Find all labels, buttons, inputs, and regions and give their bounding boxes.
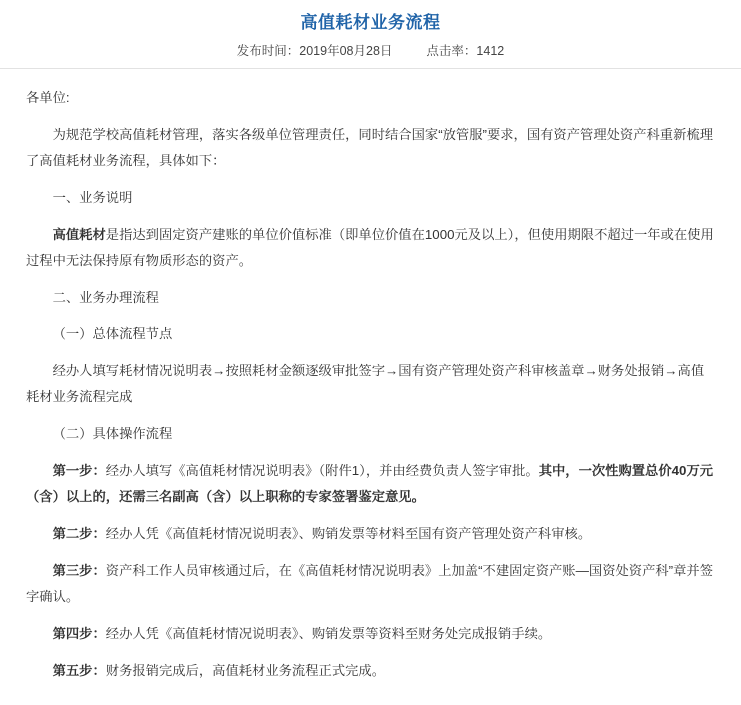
- step-item: [26, 458, 715, 510]
- section-1-text: 是指达到固定资产建账的单位价值标准（即单位价值在1000元及以上），但使用期限不超过一年或在使用过程中无法保持原有物质形态的资产。: [26, 226, 714, 268]
- publish-time-value: 2019年08月28日: [299, 44, 393, 58]
- section-2-heading: 二、业务办理流程: [52, 289, 159, 305]
- publish-time-label: 发布时间：: [236, 44, 300, 58]
- document-meta: [0, 41, 741, 69]
- term-highlight: 高值耗材: [52, 226, 106, 242]
- document-body: [0, 69, 741, 684]
- step-text: 经办人填写《高值耗材情况说明表》（附件1），并由经费负责人签字审批。: [105, 463, 539, 479]
- step-label: 第一步：: [52, 463, 106, 479]
- subsection-2-heading: （二）具体操作流程: [52, 426, 173, 442]
- section-1-heading: 一、业务说明: [52, 189, 133, 205]
- subsection-1-heading: （一）总体流程节点: [52, 326, 173, 342]
- step-item: [26, 621, 715, 647]
- step-text: 资产科工作人员审核通过后，在《高值耗材情况说明表》上加盖“不建固定资产账—国资处资产科”章并签字确认。: [26, 562, 713, 604]
- intro-paragraph: 为规范学校高值耗材管理，落实各级单位管理责任，同时结合国家“放管服”要求，国有资产管理处资产科重新梳理了高值耗材业务流程，具体如下：: [26, 126, 713, 168]
- page-title: 高值耗材业务流程: [300, 13, 441, 32]
- step-item: [26, 658, 715, 684]
- step-item: [26, 558, 715, 610]
- section-1-paragraph: [26, 222, 715, 274]
- step-text: 财务报销完成后，高值耗材业务流程正式完成。: [105, 662, 386, 678]
- step-text: 经办人凭《高值耗材情况说明表》、购销发票等资料至财务处完成报销手续。: [105, 625, 552, 641]
- step-emphasis: 其中，一次性购置总价40万元（含）以上的，还需三名副高（含）以上职称的专家签署鉴定意见。: [26, 463, 714, 505]
- step-item: [26, 521, 715, 547]
- step-label: 第四步：: [52, 625, 106, 641]
- salutation: 各单位:: [26, 90, 70, 105]
- step-label: 第五步：: [52, 662, 106, 678]
- step-label: 第二步：: [52, 525, 106, 541]
- publish-time: [237, 41, 393, 59]
- view-count-value: 1412: [476, 44, 505, 58]
- step-text: 经办人凭《高值耗材情况说明表》、购销发票等材料至国有资产管理处资产科审核。: [105, 525, 592, 541]
- step-label: 第三步：: [52, 562, 106, 578]
- flow-node-chain: 经办人填写耗材情况说明表→按照耗材金额逐级审批签字→国有资产管理处资产科审核盖章→财务处报销→高值耗材业务流程完成: [26, 363, 705, 405]
- view-count-label: 点击率：: [426, 44, 477, 58]
- view-count: [426, 41, 504, 59]
